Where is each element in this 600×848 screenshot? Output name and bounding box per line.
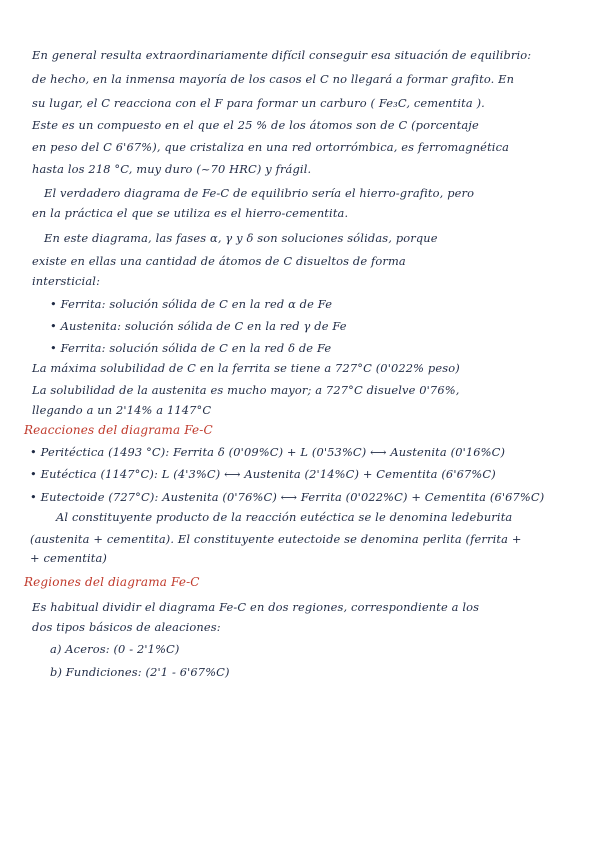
section-heading: Reacciones del diagrama Fe-C	[24, 423, 213, 437]
list-item: b) Fundiciones: (2'1 - 6'67%C)	[50, 665, 230, 679]
list-item: • Eutéctica (1147°C): L (4'3%C) ⟷ Austenita (2'14%C) + Cementita (6'67%C)	[30, 467, 496, 481]
paragraph-line: en peso del C 6'67%), que cristaliza en una red ortorrómbica, es ferromagnética	[32, 140, 510, 154]
paragraph-line: llegando a un 2'14% a 1147°C	[32, 403, 212, 417]
paragraph-line: La máxima solubilidad de C en la ferrita se tiene a 727°C (0'022% peso)	[32, 361, 460, 375]
paragraph-line: Al constituyente producto de la reacción eutéctica se le denomina ledeburita	[56, 510, 513, 524]
list-item: a) Aceros: (0 - 2'1%C)	[50, 642, 180, 656]
paragraph-line: + cementita)	[30, 551, 107, 565]
list-item: • Ferrita: solución sólida de C en la red δ de Fe	[50, 341, 332, 355]
list-item: • Ferrita: solución sólida de C en la red α de Fe	[50, 297, 333, 311]
paragraph-line: En este diagrama, las fases α, γ y δ son soluciones sólidas, porque	[44, 231, 438, 245]
paragraph-line: existe en ellas una cantidad de átomos de C disueltos de forma	[32, 254, 406, 268]
paragraph-line: El verdadero diagrama de Fe-C de equilibrio sería el hierro-grafito, pero	[44, 186, 475, 200]
paragraph-line: intersticial:	[32, 274, 101, 288]
section-heading: Regiones del diagrama Fe-C	[24, 575, 200, 589]
paragraph-line: Este es un compuesto en el que el 25 % de los átomos son de C (porcentaje	[32, 118, 479, 132]
paragraph-line: hasta los 218 °C, muy duro (~70 HRC) y frágil.	[32, 162, 312, 176]
paragraph-line: su lugar, el C reacciona con el F para formar un carburo ( Fe₃C, cementita ).	[32, 96, 485, 110]
list-item: • Peritéctica (1493 °C): Ferrita δ (0'09%C) + L (0'53%C) ⟷ Austenita (0'16%C)	[30, 445, 506, 459]
paragraph-line: Es habitual dividir el diagrama Fe-C en dos regiones, correspondiente a los	[32, 600, 480, 614]
paragraph-line: En general resulta extraordinariamente difícil conseguir esa situación de equilibrio:	[32, 48, 532, 62]
list-item: • Eutectoide (727°C): Austenita (0'76%C) ⟷ Ferrita (0'022%C) + Cementita (6'67%C)	[30, 490, 545, 504]
paragraph-line: La solubilidad de la austenita es mucho mayor; a 727°C disuelve 0'76%,	[32, 383, 460, 397]
list-item: • Austenita: solución sólida de C en la red γ de Fe	[50, 319, 347, 333]
paragraph-line: (austenita + cementita). El constituyente eutectoide se denomina perlita (ferrita +	[30, 532, 522, 546]
paragraph-line: dos tipos básicos de aleaciones:	[32, 620, 221, 634]
paragraph-line: de hecho, en la inmensa mayoría de los casos el C no llegará a formar grafito. En	[32, 72, 515, 86]
paragraph-line: en la práctica el que se utiliza es el hierro-cementita.	[32, 206, 349, 220]
